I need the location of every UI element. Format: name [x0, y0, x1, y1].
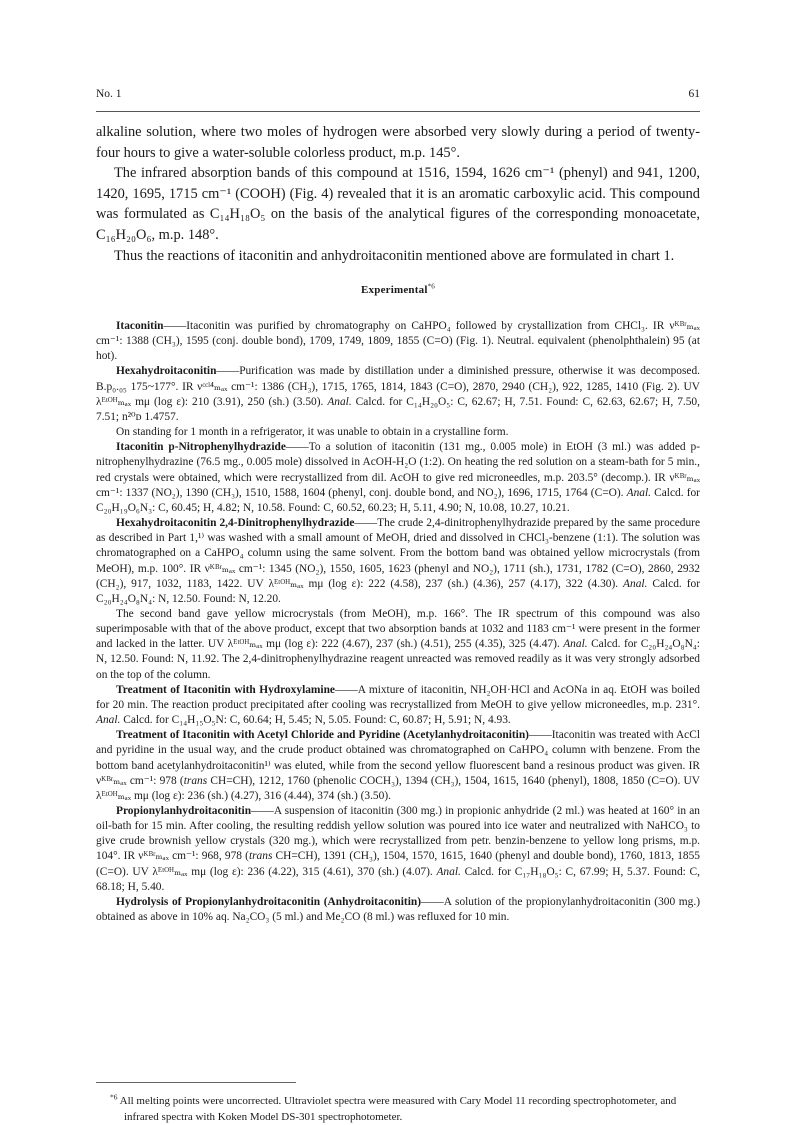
entry-text-continued: CH=CH), 1212, 1760 (phenolic COCH₃), 1394 (CH₃), 1504, 1615, 1640 (phenyl), 1808, 1850 (C=O). UV λᴱᵗᴼᴴₘₐₓ mμ (log ε): 236 (sh.) (4.27), 316 (4.44), 374 (sh.) (3.50). — [96, 774, 700, 802]
entry-text: A solution of the propionylanhydroitaconitin (300 mg.) obtained as above in 10% aq. Na₂CO₃ (5 ml.) and Me₂CO (8 ml.) was refluxed for 10 min. — [96, 895, 700, 924]
paragraph-itaconitin — [96, 319, 700, 364]
trans-label: trans — [248, 850, 273, 863]
intro-paragraph-3: Thus the reactions of itaconitin and anhydroitaconitin mentioned above are formulated in chart 1. — [114, 247, 675, 264]
entry-label: Itaconitin p-Nitrophenylhydrazide — [116, 441, 286, 454]
anal-text: Calcd. for C₁₇H₁₈O₅: C, 67.99; H, 5.37. Found: C, 68.18; H, 5.40. — [96, 865, 700, 893]
header-rule — [96, 111, 700, 112]
entry-label: Hexahydroitaconitin 2,4-Dinitrophenylhydrazide — [116, 517, 355, 530]
paragraph-dinitrophenylhydrazide — [96, 516, 700, 607]
running-head — [96, 88, 700, 106]
entry-label: Treatment of Itaconitin with Hydroxylamine — [116, 683, 335, 696]
paragraph-hydroxylamine — [96, 683, 700, 728]
intro-paragraph-1: alkaline solution, where two moles of hydrogen were absorbed very slowly during a period of twenty-four hours to give a water-soluble colorless product, m.p. 145°. — [96, 124, 700, 161]
footnote-text: All melting points were uncorrected. Ultraviolet spectra were measured with Cary Model 11 recording spectrophotometer, and infrared spectra with Koken Model DS-301 spectrophotometer. — [119, 1095, 677, 1123]
anal-label: Anal. — [96, 714, 121, 727]
paragraph-standing: On standing for 1 month in a refrigerator, it was unable to obtain in a crystalline form. — [116, 426, 509, 439]
anal-label: Anal. — [436, 865, 461, 878]
footnote-mark: *6 — [110, 1092, 118, 1102]
entry-dash: —— — [251, 805, 274, 817]
anal-label: Anal. — [327, 395, 352, 408]
entry-text: The second band gave yellow microcrystals (from MeOH), m.p. 166°. The IR spectrum of this compound was also superimposable with that of the above product, except that two absorption bands at 1032 and 1183 cm⁻¹ were present in the former and lacked in the latter. UV λᴱᵗᴼᴴₘₐₓ mμ (log ε): 222 (4.67), 237 (sh.) (4.51), 255 (4.35), 325 (4.47). — [96, 607, 700, 651]
intro-text — [96, 122, 700, 266]
intro-paragraph-2: The infrared absorption bands of this compound at 1516, 1594, 1626 cm⁻¹ (phenyl) and 941, 1200, 1420, 1695, 1715 cm⁻¹ (COOH) (Fig. 4) revealed that it is an aromatic carboxylic acid. This compound was formulated as C₁₄H₁₈O₅ on the basis of the analytical figures of the corresponding monoacetate, C₁₆H₂₀O₆, m.p. 148°. — [96, 165, 700, 243]
anal-text: Calcd. for C₂₀H₁₉O₆N₃: C, 60.45; H, 4.82; N, 10.58. Found: C, 60.52, 60.23; H, 5.11, 4.90; N, 10.08, 10.27, 10.21. — [96, 486, 700, 514]
paragraph-hydrolysis — [96, 895, 700, 925]
anal-label: Anal. — [626, 486, 651, 499]
footnote — [110, 1094, 700, 1125]
entry-label: Treatment of Itaconitin with Acetyl Chloride and Pyridine (Acetylanhydroitaconitin) — [116, 729, 529, 742]
section-heading — [96, 284, 700, 296]
anal-text: Calcd. for C₁₄H₂₀O₅: C, 62.67; H, 7.51. Found: C, 62.63, 62.67; H, 7.50, 7.51; n²⁰ᴅ 1.4757. — [96, 395, 700, 423]
entry-dash: —— — [421, 895, 444, 908]
entry-label: Hydrolysis of Propionylanhydroitaconitin (Anhydroitaconitin) — [116, 895, 421, 908]
paragraph-hexahydroitaconitin — [96, 364, 700, 425]
entry-dash: —— — [354, 517, 378, 530]
entry-text-continued: CH=CH), 1391 (CH₃), 1504, 1570, 1615, 1640 (phenyl and double bond), 1760, 1813, 1855 (C=O). UV λᴱᵗᴼᴴₘₐₓ mμ (log ε): 236 (4.22), 315 (4.61), 370 (sh.) (4.07). — [96, 850, 701, 878]
entry-dash: —— — [163, 320, 187, 332]
entry-dash: —— — [216, 365, 240, 378]
experimental-body — [96, 319, 700, 925]
anal-text: Calcd. for C₁₄H₁₅O₅N: C, 60.64; H, 5.45; N, 5.05. Found: C, 60.87; H, 5.91; N, 4.93. — [123, 714, 511, 727]
entry-label: Hexahydroitaconitin — [116, 365, 217, 378]
entry-text: Itaconitin was purified by chromatography on CaHPO₄ followed by crystallization from CHCl₃. IR νᴷᴮʳₘₐₓ cm⁻¹: 1388 (CH₃), 1595 (conj. double bond), 1709, 1749, 1809, 1855 (C=O) (Fig. 1). Neutral. equivalent (phenolphthalein) 95 (at hot). — [96, 320, 700, 363]
trans-label: trans — [183, 774, 208, 787]
entry-text: A suspension of itaconitin (300 mg.) in propionic anhydride (2 ml.) was heated at 160° in an oil-bath for 15 min. After cooling, the resulting reddish yellow solution was poured into ice water and neutralized with NaHCO₃ to give crude brownish yellow crystals (320 mg.), which were recrystallized from petr. benzin-benzene to yellow long prisms, m.p. 104°. IR νᴷᴮʳₘₐₓ cm⁻¹: 968, 978 ( — [96, 805, 700, 863]
paragraph-propionylanhydroitaconitin — [96, 804, 700, 895]
paragraph-second-band — [96, 607, 700, 683]
entry-text: The crude 2,4-dinitrophenylhydrazide prepared by the same procedure as described in Part 1,¹⁾ was washed with a small amount of MeOH, dried and dissolved in CHCl₃-benzene (1:1). The solution was chromatographed on a CaHPO₄ column using the same solvent. From the bottom band was obtained yellow microcrystals (from MeOH), m.p. 100°. IR νᴷᴮʳₘₐₓ cm⁻¹: 1345 (NO₂), 1550, 1605, 1623 (phenyl and NO₂), 1711 (sh.), 1731, 1782 (C=O), 2860, 2932 (CH₂), 917, 1032, 1183, 1422. UV λᴱᵗᴼᴴₘₐₓ mμ (log ε): 222 (4.58), 237 (sh.) (4.36), 257 (4.17), 322 (4.30). — [96, 517, 700, 590]
section-title: Experimental — [361, 284, 428, 296]
entry-dash: —— — [334, 683, 358, 696]
paragraph-nitrophenylhydrazide — [96, 440, 700, 516]
footnote-rule — [96, 1082, 296, 1083]
paragraph-acetylanhydroitaconitin — [96, 728, 700, 804]
page-number: 61 — [688, 88, 700, 100]
entry-label: Propionylanhydroitaconitin — [116, 805, 252, 817]
anal-text: Calcd. for C₂₀H₂₄O₈N₄: N, 12.50. Found: N, 12.20. — [96, 577, 700, 605]
entry-dash: —— — [528, 729, 552, 742]
section-footnote-mark: *6 — [427, 282, 435, 291]
entry-text: To a solution of itaconitin (131 mg., 0.005 mole) in EtOH (3 ml.) was added p-nitrophenylhydrazine (76.5 mg., 0.005 mole) dissolved in AcOH-H₂O (1:2). On heating the red solution on a steam-bath for 5 min., red crystals were obtained, which were recrystallized from dil. AcOH to give red microneedles, m.p. 203.5° (decomp.). IR νᴷᴮʳₘₐₓ cm⁻¹: 1337 (NO₂), 1390 (CH₃), 1510, 1588, 1604 (phenyl, conj. double bond, and NO₂), 1696, 1715, 1764 (C=O). — [96, 441, 700, 499]
entry-text: A mixture of itaconitin, NH₂OH·HCl and AcONa in aq. EtOH was boiled for 20 min. The reaction product precipitated after cooling was recrystallized from MeOH to give yellow microneedles, m.p. 231°. — [96, 683, 700, 711]
anal-text: Calcd. for C₂₀H₂₄O₈N₄: N, 12.50. Found: N, 11.92. The 2,4-dinitrophenylhydrazine reagent unreacted was removed readily as it was very strongly adsorbed on the top of the column. — [96, 638, 700, 681]
anal-label: Anal. — [623, 577, 648, 590]
anal-label: Anal. — [563, 638, 588, 651]
entry-label: Itaconitin — [116, 320, 164, 332]
entry-text: Itaconitin was treated with AcCl and pyridine in the usual way, and the crude product obtained was chromatographed on CaHPO₄ column with benzene. From the bottom band acetylanhydroitaconitin¹⁾ was eluted, while from the second yellow fluorescent band a resinous product was given. IR νᴷᴮʳₘₐₓ cm⁻¹: 978 ( — [96, 729, 701, 787]
entry-dash: —— — [285, 441, 309, 454]
issue-label: No. 1 — [96, 88, 122, 100]
entry-text: Purification was made by distillation under a diminished pressure, otherwise it was decomposed. B.p₀.₀₅ 175~177°. IR νᶜᶜˡ⁴ₘₐₓ cm⁻¹: 1386 (CH₃), 1715, 1765, 1814, 1843 (C=O), 2870, 2940 (CH₂), 922, 1285, 1410 (Fig. 2). UV λᴱᵗᴼᴴₘₐₓ mμ (log ε): 210 (3.91), 250 (sh.) (3.50). — [96, 365, 700, 408]
